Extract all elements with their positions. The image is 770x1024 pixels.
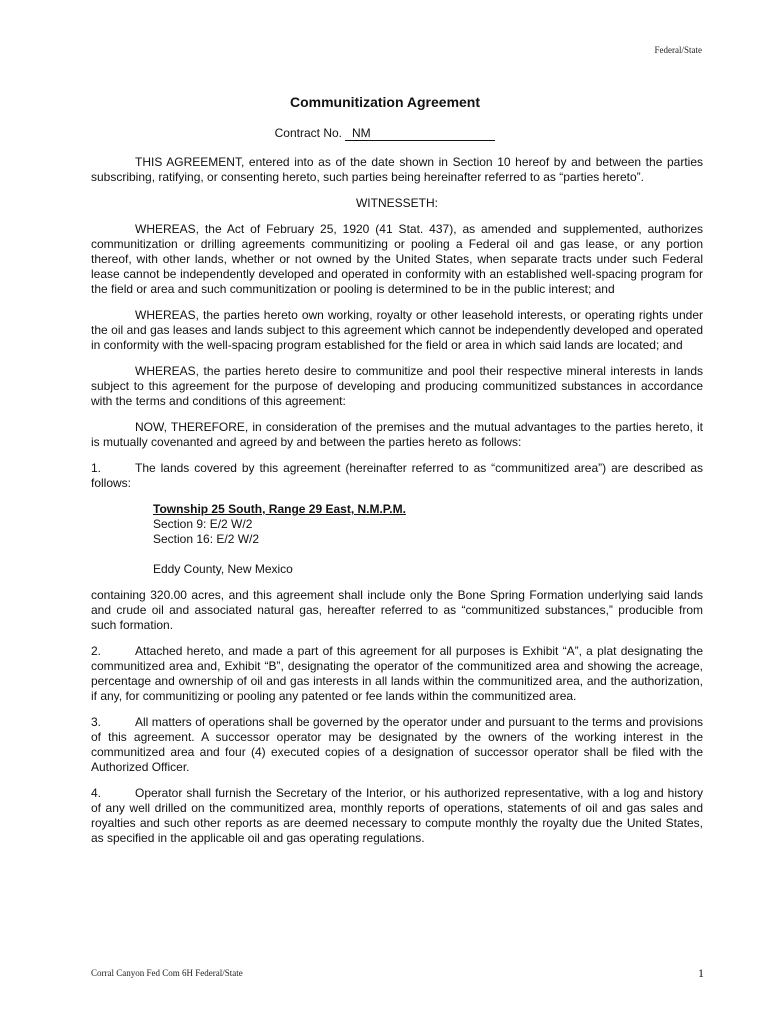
section-1-number: 1. — [91, 461, 102, 475]
section-3 — [91, 715, 703, 775]
contract-number — [0, 126, 770, 141]
agreement-body — [91, 155, 703, 857]
section-1-text: The lands covered by this agreement (hereinafter referred to as “communitized area”) are described as follows: — [91, 461, 703, 490]
page-number: 1 — [698, 966, 704, 980]
section-2 — [91, 644, 703, 704]
page-title: Communitization Agreement — [289, 94, 481, 110]
contract-label: Contract No. — [274, 126, 342, 140]
whereas-paragraph-2: WHEREAS, the parties hereto own working, royalty or other leasehold interests, or operating rights under the oil and gas leases and lands subject to this agreement which cannot be independently developed and operated in conformity with the well-spacing program established for the field or area in which said lands are located; and — [91, 308, 703, 352]
section-4-number: 4. — [91, 786, 102, 800]
footer-label: Corral Canyon Fed Com 6H Federal/State — [91, 968, 243, 978]
section-4-text: Operator shall furnish the Secretary of the Interior, or his authorized representative, with a log and history of any well drilled on the communitized area, monthly reports of operations, statements of oil and gas sales and royalties and such other reports as are deemed necessary to compute monthly the royalty due the United States, as specified in the applicable oil and gas operating regulations. — [91, 786, 703, 845]
county-line: Eddy County, New Mexico — [153, 562, 293, 576]
section-3-number: 3. — [91, 715, 102, 729]
whereas-paragraph-1: WHEREAS, the Act of February 25, 1920 (41 Stat. 437), as amended and supplemented, authorizes communitization or drilling agreements communitizing or pooling a Federal oil and gas lease, or any portion thereof, with other lands, whether or not owned by the United States, when separate tracts under such Federal lease cannot be independently developed and operated in conformity with an established well-spacing program for the field or area and such communitization or pooling is determined to be in the public interest; and — [91, 222, 703, 296]
lands-description — [153, 502, 703, 577]
witnesseth-heading: WITNESSETH: — [355, 196, 438, 210]
township-heading: Township 25 South, Range 29 East, N.M.P.M. — [153, 502, 406, 516]
contract-number-field — [345, 127, 495, 141]
now-therefore-paragraph: NOW, THEREFORE, in consideration of the premises and the mutual advantages to the parties hereto, it is mutually covenanted and agreed by and between the parties hereto as follows: — [91, 420, 703, 449]
section-2-text: Attached hereto, and made a part of this agreement for all purposes is Exhibit “A”, a plat designating the communitized area and, Exhibit “B”, designating the operator of the communitized area and showing the acreage, percentage and ownership of oil and gas interests in all lands within the communitized area, and the authorization, if any, for communitizing or pooling any patented or fee lands within the communitized area. — [91, 644, 703, 703]
section-4 — [91, 786, 703, 846]
contract-value: NM — [352, 126, 371, 140]
intro-paragraph: THIS AGREEMENT, entered into as of the date shown in Section 10 hereof by and between the parties subscribing, ratifying, or consenting hereto, such parties being hereinafter referred to as “parties hereto”. — [91, 155, 703, 184]
section-3-text: All matters of operations shall be governed by the operator under and pursuant to the terms and provisions of this agreement. A successor operator may be designated by the owners of the working interest in the communitized area and four (4) executed copies of a designation of successor operator shall be filed with the Authorized Officer. — [91, 715, 703, 774]
section-9-line: Section 9: E/2 W/2 — [153, 517, 253, 531]
whereas-paragraph-3: WHEREAS, the parties hereto desire to communitize and pool their respective mineral interests in lands subject to this agreement for the purpose of developing and producing communitized substances in accordance with the terms and conditions of this agreement: — [91, 364, 703, 408]
section-2-number: 2. — [91, 644, 102, 658]
header-label: Federal/State — [654, 45, 702, 55]
section-16-line: Section 16: E/2 W/2 — [153, 532, 260, 546]
section-1 — [91, 461, 703, 491]
containing-paragraph: containing 320.00 acres, and this agreement shall include only the Bone Spring Formation underlying said lands and crude oil and associated natural gas, hereafter referred to as “communitized substances,” producible from such formation. — [91, 588, 703, 632]
